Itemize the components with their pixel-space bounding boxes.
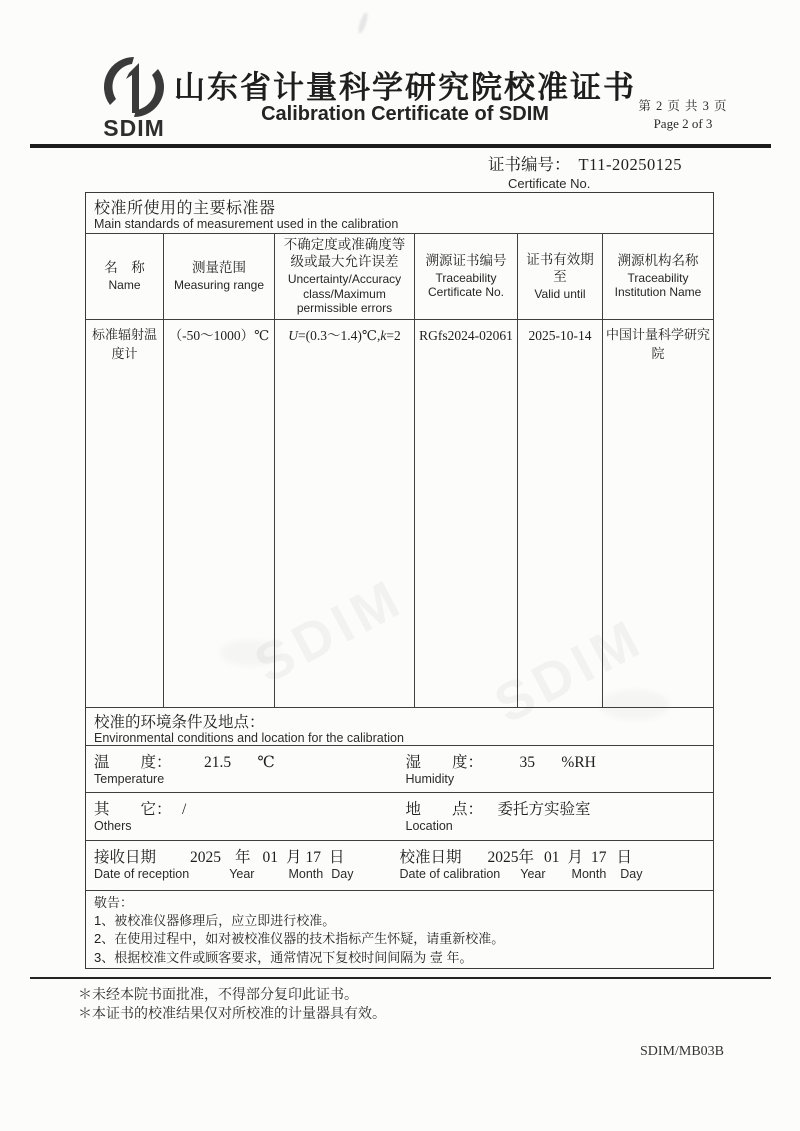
year-unit: 年: [235, 849, 251, 867]
others-label-zh: 其 它：: [94, 801, 172, 819]
reception-day: 17: [305, 849, 322, 867]
cell-valid-until: 2025-10-14: [517, 320, 602, 707]
column-header-uncertainty-zh: 不确定度或准确度等级或最大允许误差: [283, 237, 406, 270]
notes-item-1: 1、被校准仪器修理后，应立即进行校准。: [94, 912, 336, 928]
form-code: SDIM/MB03B: [640, 1044, 725, 1059]
reception-label-en: Date of reception: [94, 867, 190, 882]
humidity-label-zh: 湿 度：: [405, 754, 484, 772]
cell-institution: 中国计量科学研究院: [602, 320, 713, 707]
reception-label-zh: 接收日期: [94, 849, 157, 867]
notes-section: [86, 890, 713, 968]
certificate-number-block: [488, 151, 728, 191]
year-unit2-en: Year: [520, 867, 546, 882]
day-unit: 日: [329, 849, 345, 867]
standards-section-title-en: Main standards of measurement used in the calibration: [94, 217, 399, 231]
column-header-name-en: Name: [108, 278, 141, 293]
column-header-valid-until: [517, 234, 602, 319]
others-value: /: [181, 801, 187, 819]
column-header-trace-no-zh: 溯源证书编号: [425, 253, 507, 269]
column-header-institution-en: Traceability Institution Name: [614, 270, 702, 300]
temperature-value: 21.5: [203, 754, 232, 772]
temperature-unit: ℃: [257, 754, 275, 772]
calibration-month: 01: [544, 849, 560, 867]
year-unit2: 年: [518, 849, 535, 867]
uncertainty-end: =2: [386, 327, 401, 343]
environment-section-title: [86, 707, 713, 745]
calibration-label-en: Date of calibration: [399, 867, 501, 882]
month-unit-en: Month: [288, 867, 324, 882]
location-label-zh: 地 点：: [405, 801, 484, 819]
day-unit2-en: Day: [620, 867, 643, 882]
calibration-year: 2025: [487, 849, 519, 867]
uncertainty-k: k: [380, 327, 387, 343]
month-unit: 月: [286, 849, 302, 867]
column-header-range: [163, 234, 274, 319]
column-header-range-zh: 测量范围: [192, 260, 246, 276]
others-label-en: Others: [94, 819, 132, 834]
column-header-uncertainty-en: Uncertainty/Accuracy class/Maximum permissible errors: [287, 272, 402, 315]
month-unit2-en: Month: [571, 867, 607, 882]
notes-item-3: 3、根据校准文件或顾客要求，通常情况下复校时间间隔为 壹 年。: [94, 949, 473, 965]
page-info: [628, 96, 738, 132]
main-table: [85, 192, 714, 969]
column-header-uncertainty: [274, 234, 414, 319]
cell-trace-no: RGfs2024-02061: [414, 320, 517, 707]
humidity-value: 35: [519, 754, 535, 772]
column-header-name-zh: 名 称: [104, 260, 145, 276]
reception-date-block: [94, 845, 400, 881]
reception-year: 2025: [190, 849, 222, 867]
notes-title: 敬告：: [94, 895, 134, 911]
column-header-trace-no-en: Traceability Certificate No.: [427, 270, 505, 300]
watermark-ghost: SDIM: [245, 567, 414, 695]
watermark-ghost: SDIM: [485, 607, 654, 735]
column-header-institution-zh: 溯源机构名称: [617, 253, 699, 269]
temperature-humidity-row: [86, 745, 713, 792]
cell-standard-name: 标准辐射温度计: [91, 326, 157, 361]
calibration-date-block: [400, 845, 643, 881]
reception-month: 01: [262, 849, 279, 867]
column-header-trace-no: [414, 234, 517, 319]
logo-text: SDIM: [103, 115, 165, 141]
footer-divider: [30, 977, 771, 979]
others-block: [86, 793, 400, 840]
standards-section-title-zh: 校准所使用的主要标准器: [94, 200, 276, 217]
column-header-institution: [602, 234, 713, 319]
environment-section-title-zh: 校准的环境条件及地点：: [94, 714, 265, 732]
location-block: [400, 793, 714, 840]
location-label-en: Location: [405, 819, 453, 834]
humidity-block: [400, 746, 714, 792]
environment-section-title-en: Environmental conditions and location for the calibration: [94, 731, 404, 746]
standards-table-data-row: [86, 319, 713, 707]
certificate-title-en: Calibration Certificate of SDIM: [261, 103, 549, 125]
certificate-number-value: T11-20250125: [578, 155, 682, 174]
standards-section-title: [86, 193, 713, 233]
certificate-number-label-zh: 证书编号：: [488, 155, 571, 174]
footer-notes: [78, 987, 386, 1025]
notes-item-2: 2、在使用过程中，如对被校准仪器的技术指标产生怀疑，请重新校准。: [94, 931, 505, 947]
month-unit2: 月: [567, 849, 584, 867]
temperature-label-zh: 温 度：: [94, 754, 172, 772]
column-header-valid-until-en: Valid until: [534, 286, 586, 301]
location-value: 委托方实验室: [497, 801, 591, 819]
calibration-label-zh: 校准日期: [399, 849, 462, 867]
uncertainty-u: U: [288, 327, 299, 343]
others-location-row: [86, 792, 713, 840]
page-number-zh: 第 2 页 共 3 页: [638, 99, 728, 113]
footer-note-2: ＊本证书的校准结果仅对所校准的计量器具有效。: [78, 1006, 386, 1022]
standards-table-header-row: [86, 233, 713, 319]
footer-note-1: ＊未经本院书面批准，不得部分复印此证书。: [78, 988, 358, 1003]
temperature-label-en: Temperature: [94, 772, 165, 787]
column-header-valid-until-zh: 证书有效期至: [526, 251, 594, 284]
header-divider: [30, 144, 771, 148]
dates-row: [86, 840, 713, 890]
certificate-number-label-en: Certificate No.: [508, 176, 591, 191]
day-unit-en: Day: [331, 867, 354, 882]
temperature-block: [86, 746, 400, 792]
column-header-range-en: Measuring range: [173, 278, 265, 293]
year-unit-en: Year: [229, 867, 255, 882]
humidity-unit: %RH: [561, 754, 596, 772]
page-number-en: Page 2 of 3: [653, 116, 713, 131]
column-header-name: [86, 234, 163, 319]
humidity-label-en: Humidity: [405, 772, 455, 787]
cell-uncertainty: [274, 320, 414, 707]
certificate-title-zh: 山东省计量科学研究院校准证书: [174, 70, 636, 105]
day-unit2: 日: [616, 849, 633, 867]
scan-mark: [357, 12, 370, 35]
uncertainty-mid: =(0.3～1.4)℃,: [298, 327, 381, 343]
cell-measuring-range: （-50～1000）℃: [163, 320, 274, 707]
calibration-day: 17: [591, 849, 607, 867]
